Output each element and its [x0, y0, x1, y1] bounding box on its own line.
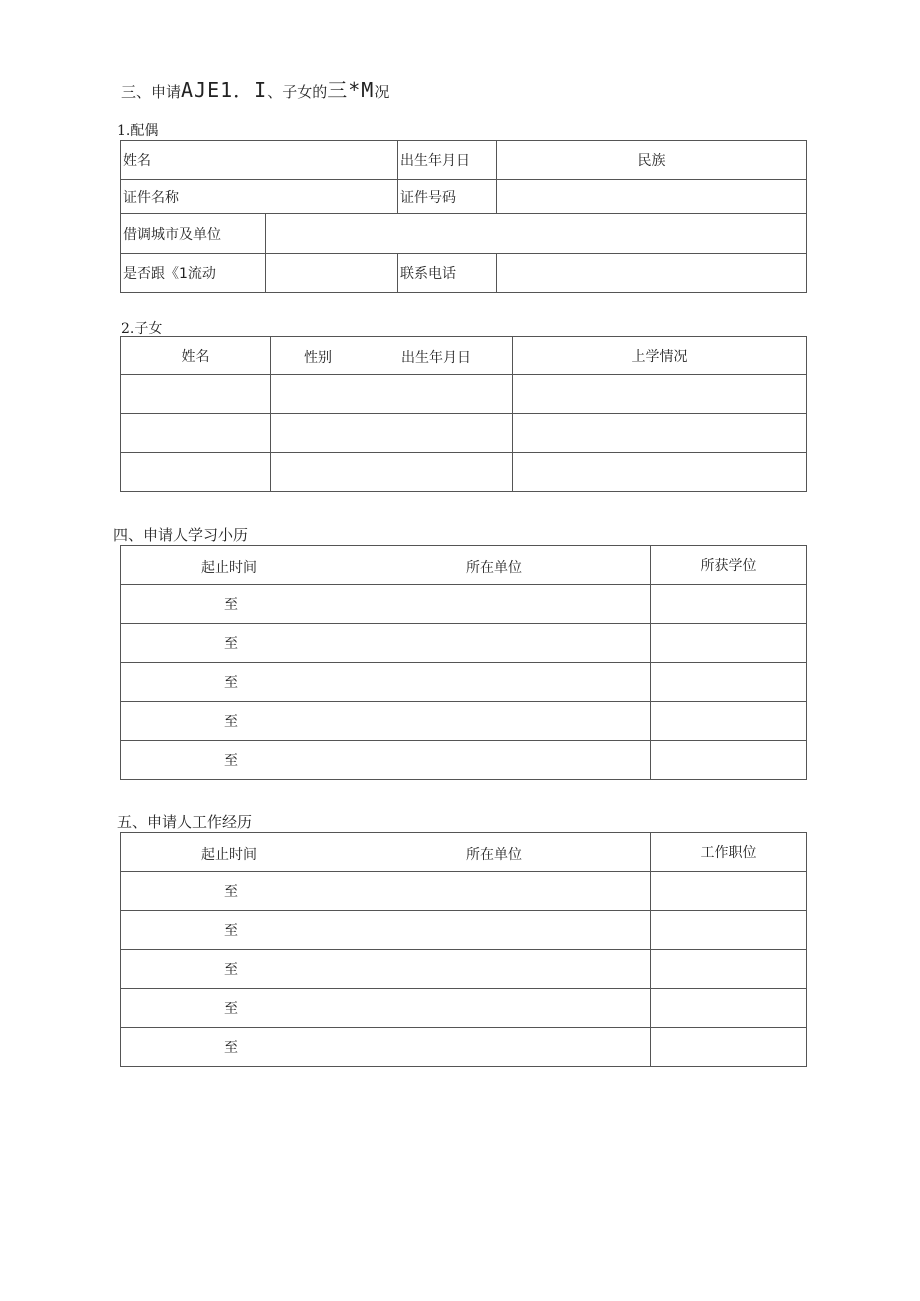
education-degree-cell[interactable]	[651, 585, 807, 624]
work-period-cell[interactable]	[121, 872, 651, 911]
spouse-city-unit-label: 借调城市及单位	[121, 214, 266, 254]
education-header-period: 起止时间	[201, 560, 257, 576]
section-3-title-garble-1: AJE1．I	[181, 78, 268, 102]
to-label: 至	[224, 962, 238, 978]
to-label: 至	[224, 714, 238, 730]
education-table	[120, 545, 807, 780]
table-row	[121, 950, 807, 989]
to-label: 至	[224, 923, 238, 939]
section-3-title	[121, 74, 389, 103]
child-school-cell[interactable]	[513, 414, 807, 453]
to-label: 至	[224, 636, 238, 652]
children-header-gender: 性别	[304, 350, 332, 366]
section-3-title-suffix: 况	[374, 83, 390, 101]
table-row	[121, 663, 807, 702]
education-header-period-unit	[121, 546, 651, 585]
child-name-cell[interactable]	[121, 453, 271, 492]
children-label: 2.子女	[121, 321, 163, 337]
child-name-cell[interactable]	[121, 375, 271, 414]
child-school-cell[interactable]	[513, 453, 807, 492]
work-position-cell[interactable]	[651, 872, 807, 911]
education-period-cell[interactable]	[121, 585, 651, 624]
spouse-table	[120, 140, 807, 293]
work-period-cell[interactable]	[121, 911, 651, 950]
spouse-id-number-field[interactable]	[497, 180, 807, 214]
work-period-cell[interactable]	[121, 1028, 651, 1067]
work-position-cell[interactable]	[651, 950, 807, 989]
table-row	[121, 375, 807, 414]
section-3-title-middle: 、子女的	[267, 83, 328, 101]
table-row	[121, 741, 807, 780]
child-name-cell[interactable]	[121, 414, 271, 453]
education-period-cell[interactable]	[121, 663, 651, 702]
section-3-title-garble-2: 三*M	[327, 78, 375, 102]
table-row	[121, 989, 807, 1028]
work-position-cell[interactable]	[651, 911, 807, 950]
spouse-phone-field[interactable]	[497, 254, 807, 293]
spouse-name-label: 姓名	[121, 141, 398, 180]
spouse-city-unit-field[interactable]	[266, 214, 807, 254]
children-header-gender-birth	[271, 337, 513, 375]
table-row	[121, 1028, 807, 1067]
child-gender-birth-cell[interactable]	[271, 375, 513, 414]
to-label: 至	[224, 753, 238, 769]
spouse-ethnicity-label: 民族	[497, 141, 807, 180]
work-title: 五、申请人工作经历	[117, 813, 253, 831]
education-period-cell[interactable]	[121, 702, 651, 741]
education-degree-cell[interactable]	[651, 702, 807, 741]
work-position-cell[interactable]	[651, 989, 807, 1028]
table-row	[121, 414, 807, 453]
work-period-cell[interactable]	[121, 989, 651, 1028]
spouse-label: 1.配偶	[117, 123, 159, 139]
child-gender-birth-cell[interactable]	[271, 453, 513, 492]
spouse-id-type-label: 证件名称	[121, 180, 398, 214]
to-label: 至	[224, 1040, 238, 1056]
work-header-position: 工作职位	[651, 833, 807, 872]
table-row	[121, 911, 807, 950]
table-row	[121, 624, 807, 663]
children-header-birth: 出生年月日	[401, 350, 471, 366]
education-header-unit: 所在单位	[466, 560, 522, 576]
work-header-period: 起止时间	[201, 847, 257, 863]
spouse-follow-field[interactable]	[266, 254, 398, 293]
education-degree-cell[interactable]	[651, 624, 807, 663]
children-header-school: 上学情况	[513, 337, 807, 375]
education-period-cell[interactable]	[121, 741, 651, 780]
table-row	[121, 453, 807, 492]
education-degree-cell[interactable]	[651, 741, 807, 780]
section-3-title-prefix: 三、申请	[121, 83, 182, 101]
to-label: 至	[224, 675, 238, 691]
education-period-cell[interactable]	[121, 624, 651, 663]
child-gender-birth-cell[interactable]	[271, 414, 513, 453]
to-label: 至	[224, 597, 238, 613]
spouse-id-number-label: 证件号码	[398, 180, 497, 214]
spouse-follow-label: 是否跟《1流动	[121, 254, 266, 293]
table-row	[121, 585, 807, 624]
table-row	[121, 872, 807, 911]
children-header-name: 姓名	[121, 337, 271, 375]
work-period-cell[interactable]	[121, 950, 651, 989]
children-table	[120, 336, 807, 492]
child-school-cell[interactable]	[513, 375, 807, 414]
work-header-period-unit	[121, 833, 651, 872]
table-row	[121, 702, 807, 741]
work-header-unit: 所在单位	[466, 847, 522, 863]
spouse-birth-label: 出生年月日	[398, 141, 497, 180]
education-title: 四、申请人学习小历	[113, 526, 249, 544]
education-header-degree: 所获学位	[651, 546, 807, 585]
to-label: 至	[224, 884, 238, 900]
work-position-cell[interactable]	[651, 1028, 807, 1067]
spouse-phone-label: 联系电话	[398, 254, 497, 293]
to-label: 至	[224, 1001, 238, 1017]
work-table	[120, 832, 807, 1067]
education-degree-cell[interactable]	[651, 663, 807, 702]
